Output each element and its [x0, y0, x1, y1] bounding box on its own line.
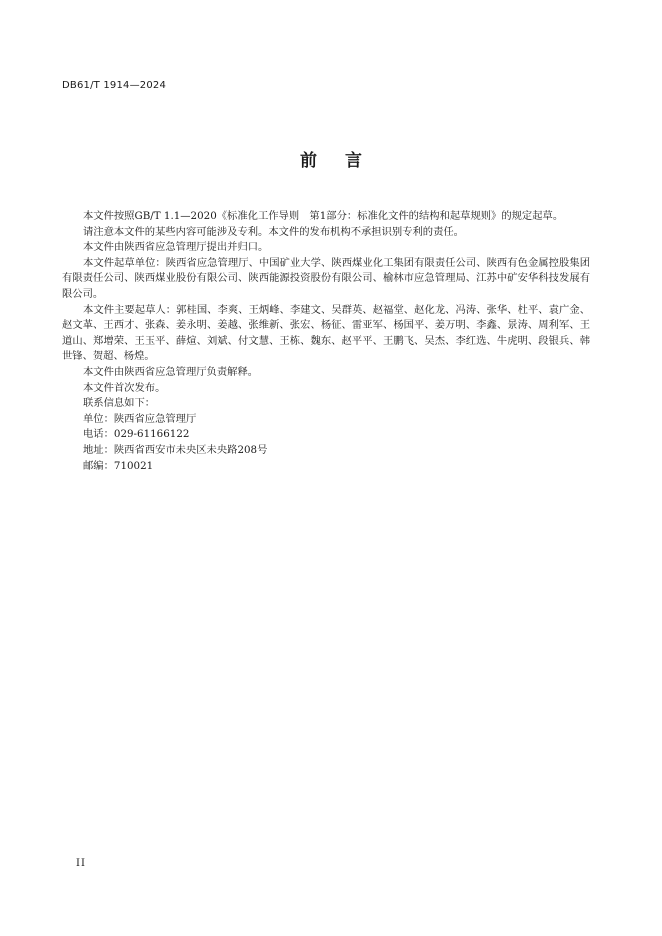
contact-unit: 单位：陕西省应急管理厅 — [83, 412, 197, 425]
contact-address: 地址：陕西省西安市未央区未央路208号 — [83, 443, 268, 456]
paragraph-drafting-units: 本文件起草单位：陕西省应急管理厅、中国矿业大学、陕西煤业化工集团有限责任公司、陕西有色金属控股集团有限责任公司、陕西煤业股份有限公司、陕西能源投资股份有限公司、榆林市应急管理局、江苏中矿安华科技发展有限公司。 — [62, 256, 590, 300]
paragraph-drafting-rules: 本文件按照GB/T 1.1—2020《标准化工作导则 第1部分：标准化文件的结构和起草规则》的规定起草。 — [83, 210, 564, 222]
contact-info — [62, 396, 590, 474]
foreword-body — [62, 209, 590, 474]
page-number: II — [76, 858, 86, 869]
contact-postcode: 邮编：710021 — [83, 459, 154, 472]
paragraph-interpretation: 本文件由陕西省应急管理厅负责解释。 — [83, 365, 259, 378]
paragraph-first-release: 本文件首次发布。 — [83, 381, 166, 394]
contact-heading: 联系信息如下： — [83, 397, 156, 410]
paragraph-patent-notice: 请注意本文件的某些内容可能涉及专利。本文件的发布机构不承担识别专利的责任。 — [83, 225, 464, 238]
document-code: DB61/T 1914—2024 — [62, 80, 167, 91]
paragraph-proposer: 本文件由陕西省应急管理厅提出并归口。 — [83, 241, 269, 254]
paragraph-drafters: 本文件主要起草人：郭桂国、李爽、王炳峰、李建文、吴群英、赵福堂、赵化龙、冯涛、张华、杜平、袁广金、赵文革、王西才、张森、姜永明、姜越、张维新、张宏、杨征、雷亚军、杨国平、姜万明、李鑫、景涛、周利军、王道山、郑增荣、王玉平、薛煊、刘斌、付文慧、王栋、魏东、赵平平、王鹏飞、吴杰、李红选、牛虎明、段银兵、韩世锋、贺超、杨煌。 — [62, 303, 590, 363]
page-title: 前言 — [300, 151, 390, 171]
contact-phone: 电话：029-61166122 — [83, 428, 190, 441]
